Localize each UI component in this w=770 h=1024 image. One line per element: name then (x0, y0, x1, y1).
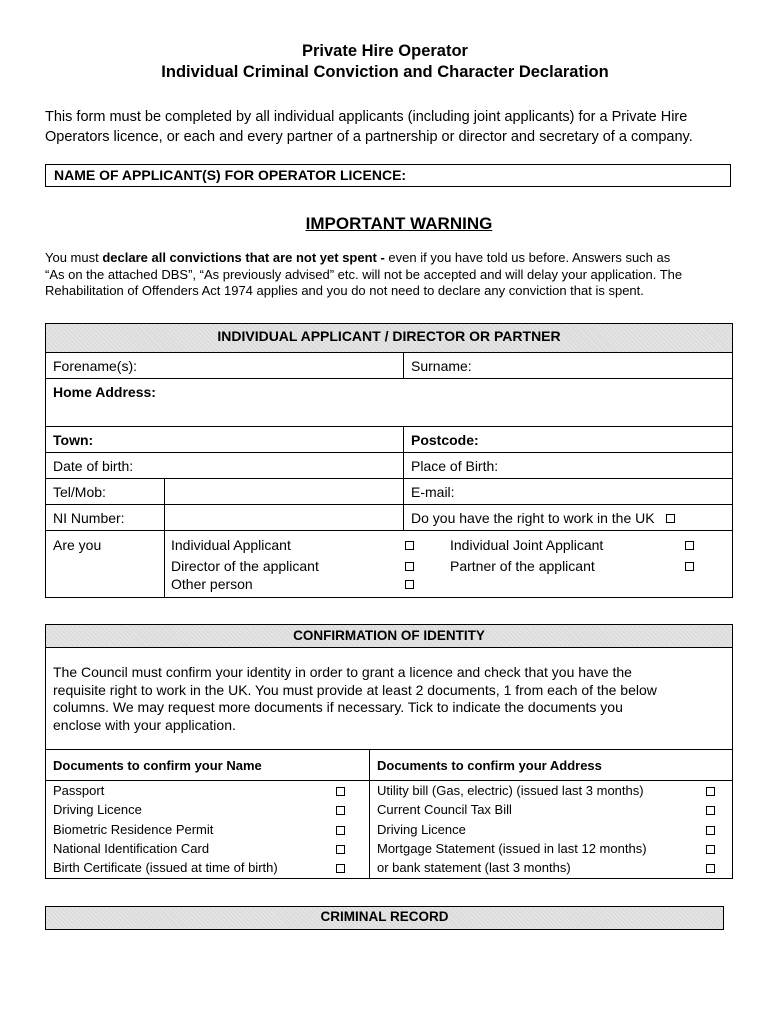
address-doc-checkbox[interactable] (706, 826, 715, 835)
address-doc-item: Utility bill (Gas, electric) (issued last 3 months) (377, 783, 644, 798)
criminal-record-heading: CRIMINAL RECORD (45, 906, 724, 930)
email-label: E-mail: (411, 484, 455, 500)
address-docs-list (369, 780, 733, 879)
warning-text (45, 250, 755, 300)
address-doc-item: Mortgage Statement (issued in last 12 months) (377, 841, 647, 856)
identity-line: enclose with your application. (53, 716, 236, 733)
warning-title: IMPORTANT WARNING (305, 214, 493, 233)
address-doc-checkbox[interactable] (706, 806, 715, 815)
right-to-work-label: Do you have the right to work in the UK (411, 510, 655, 526)
name-doc-checkbox[interactable] (336, 787, 345, 796)
partner-label: Partner of the applicant (450, 558, 595, 574)
individual-applicant-checkbox[interactable] (405, 541, 414, 550)
ni-number-label: NI Number: (53, 510, 125, 526)
form-title: Private Hire Operator (302, 42, 468, 60)
name-docs-heading: Documents to confirm your Name (45, 749, 370, 781)
dob-field[interactable] (45, 452, 404, 479)
telmob-label: Tel/Mob: (53, 484, 106, 500)
warning-text-bold: declare all convictions that are not yet spent - (102, 250, 389, 265)
applicant-heading: INDIVIDUAL APPLICANT / DIRECTOR OR PARTNER (45, 323, 733, 353)
postcode-label: Postcode: (411, 432, 479, 448)
surname-field[interactable] (403, 352, 733, 379)
name-doc-item: National Identification Card (53, 841, 210, 856)
right-to-work-row (403, 504, 733, 531)
email-field[interactable] (403, 478, 733, 505)
name-doc-item: Biometric Residence Permit (53, 822, 214, 837)
name-doc-item: Birth Certificate (issued at time of birth) (53, 860, 278, 875)
forenames-field[interactable] (45, 352, 404, 379)
address-doc-item: or bank statement (last 3 months) (377, 860, 571, 875)
role-options (164, 530, 733, 598)
telmob-input[interactable] (164, 478, 404, 505)
warning-text-post: even if you have told us before. Answers such as (388, 250, 671, 265)
individual-applicant-label: Individual Applicant (171, 537, 291, 553)
home-address-field[interactable] (45, 378, 733, 427)
place-of-birth-label: Place of Birth: (411, 458, 499, 474)
identity-heading: CONFIRMATION OF IDENTITY (45, 624, 733, 648)
other-person-label: Other person (171, 576, 253, 592)
intro-line: Operators licence, or each and every partner of a partnership or director and secretary of a company. (45, 129, 693, 145)
director-checkbox[interactable] (405, 562, 414, 571)
intro-text (45, 107, 745, 147)
identity-line: columns. We may request more documents if necessary. Tick to indicate the documents you (53, 699, 623, 715)
identity-line: The Council must confirm your identity in order to grant a licence and check that you have the (53, 664, 632, 680)
name-doc-item: Driving Licence (53, 802, 142, 817)
address-docs-heading: Documents to confirm your Address (369, 749, 733, 781)
name-doc-checkbox[interactable] (336, 806, 345, 815)
address-doc-item: Current Council Tax Bill (377, 802, 512, 817)
town-field[interactable] (45, 426, 404, 453)
name-doc-checkbox[interactable] (336, 845, 345, 854)
joint-applicant-checkbox[interactable] (685, 541, 694, 550)
address-doc-item: Driving Licence (377, 822, 466, 837)
are-you-label-cell (45, 530, 165, 598)
other-person-checkbox[interactable] (405, 580, 414, 589)
ni-number-input[interactable] (164, 504, 404, 531)
address-doc-checkbox[interactable] (706, 845, 715, 854)
town-label: Town: (53, 432, 94, 448)
right-to-work-checkbox[interactable] (666, 514, 675, 523)
postcode-field[interactable] (403, 426, 733, 453)
telmob-label-cell (45, 478, 165, 505)
address-doc-checkbox[interactable] (706, 864, 715, 873)
identity-instructions (45, 647, 733, 750)
applicant-name-label: NAME OF APPLICANT(S) FOR OPERATOR LICENCE: (54, 167, 407, 183)
warning-text-pre: You must (45, 250, 103, 265)
warning-line: Rehabilitation of Offenders Act 1974 applies and you do not need to declare any conviction that is spent. (45, 283, 644, 298)
name-doc-checkbox[interactable] (336, 864, 345, 873)
identity-line: requisite right to work in the UK. You must provide at least 2 documents, 1 from each of the below (53, 681, 657, 698)
name-docs-list (45, 780, 370, 879)
home-address-label: Home Address: (53, 384, 156, 400)
name-doc-checkbox[interactable] (336, 826, 345, 835)
dob-label: Date of birth: (53, 458, 134, 474)
warning-line: “As on the attached DBS”, “As previously advised” etc. will not be accepted and will delay your application. The (45, 266, 683, 282)
surname-label: Surname: (411, 358, 472, 374)
forenames-label: Forename(s): (53, 358, 138, 374)
address-doc-checkbox[interactable] (706, 787, 715, 796)
form-subtitle: Individual Criminal Conviction and Character Declaration (161, 63, 609, 81)
partner-checkbox[interactable] (685, 562, 694, 571)
name-doc-item: Passport (53, 783, 105, 798)
place-of-birth-field[interactable] (403, 452, 733, 479)
joint-applicant-label: Individual Joint Applicant (450, 537, 604, 553)
director-label: Director of the applicant (171, 558, 319, 574)
intro-line: This form must be completed by all individual applicants (including joint applicants) for a Private Hire (45, 109, 688, 125)
applicant-name-field[interactable] (45, 164, 731, 187)
are-you-label: Are you (53, 537, 102, 553)
ni-number-label-cell (45, 504, 165, 531)
